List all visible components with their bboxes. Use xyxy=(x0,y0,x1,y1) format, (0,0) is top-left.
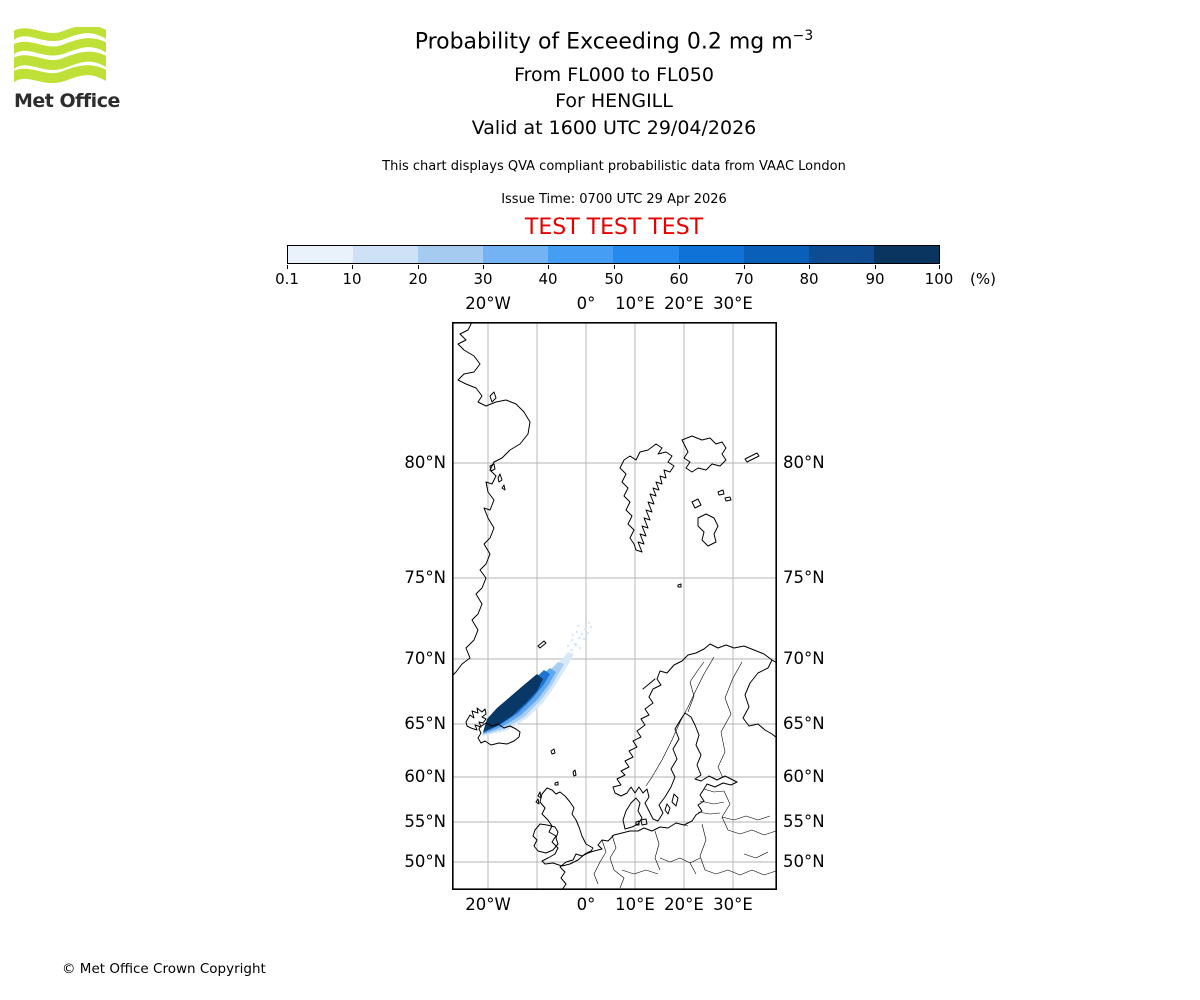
subtitle-flight-levels: From FL000 to FL050 xyxy=(514,64,714,86)
coast-great-britain xyxy=(540,788,593,866)
lon-label-top: 20°E xyxy=(664,294,704,313)
subtitle-volcano: For HENGILL xyxy=(555,90,673,112)
coast-edgeoya xyxy=(698,514,718,546)
coast-gotland xyxy=(665,794,678,814)
coast-spitsbergen xyxy=(620,444,674,552)
coastlines xyxy=(452,322,777,890)
lon-label-bottom: 20°E xyxy=(664,895,704,914)
colorbar-segment xyxy=(613,246,678,263)
lon-label-top: 0° xyxy=(576,294,596,313)
lat-label-right: 80°N xyxy=(783,453,825,472)
colorbar-segment xyxy=(679,246,744,263)
map-panel xyxy=(452,322,777,890)
copyright-notice: © Met Office Crown Copyright xyxy=(62,961,266,977)
colorbar-segment xyxy=(288,246,353,263)
title-text: Probability of Exceeding 0.2 mg m xyxy=(414,29,793,55)
lat-label-right: 70°N xyxy=(783,649,825,668)
lat-label-right: 65°N xyxy=(783,714,825,733)
coast-bear-island xyxy=(678,584,681,587)
lon-label-top: 30°E xyxy=(713,294,753,313)
lat-label-right: 50°N xyxy=(783,852,825,871)
colorbar-segment xyxy=(548,246,613,263)
colorbar-segment xyxy=(809,246,874,263)
colorbar-segment xyxy=(353,246,418,263)
lat-label-left: 60°N xyxy=(404,767,446,786)
lon-label-bottom: 20°W xyxy=(465,895,511,914)
lon-label-bottom: 30°E xyxy=(713,895,753,914)
lat-label-left: 55°N xyxy=(404,812,446,831)
lon-label-bottom: 0° xyxy=(576,895,596,914)
title-superscript: −3 xyxy=(792,28,814,44)
data-source-note: This chart displays QVA compliant probabilistic data from VAAC London xyxy=(382,159,846,174)
coast-greenland-islets xyxy=(490,392,505,490)
lon-label-bottom: 10°E xyxy=(615,895,655,914)
lat-label-right: 55°N xyxy=(783,812,825,831)
map-svg xyxy=(452,322,777,890)
met-office-logo xyxy=(14,27,106,83)
colorbar-unit-label: (%) xyxy=(970,270,996,288)
lat-label-right: 60°N xyxy=(783,767,825,786)
country-borders xyxy=(594,657,776,888)
lat-label-left: 50°N xyxy=(404,852,446,871)
coast-greenland xyxy=(452,322,530,676)
colorbar-segment xyxy=(483,246,548,263)
lon-label-top: 10°E xyxy=(615,294,655,313)
graticule xyxy=(452,322,777,890)
lat-label-left: 75°N xyxy=(404,568,446,587)
coast-iceland-westfjords xyxy=(466,708,486,730)
test-banner: TEST TEST TEST xyxy=(524,215,704,240)
colorbar-segment xyxy=(874,246,939,263)
colorbar xyxy=(287,245,940,264)
coast-lofoten xyxy=(643,679,655,689)
colorbar-segment xyxy=(418,246,483,263)
logo-waves-icon xyxy=(14,27,106,83)
coast-svalbard-islets xyxy=(692,453,759,508)
coast-jan-mayen xyxy=(538,641,546,648)
lat-label-left: 70°N xyxy=(404,649,446,668)
coast-nordaustlandet xyxy=(682,436,726,472)
lat-label-left: 65°N xyxy=(404,714,446,733)
map-frame xyxy=(453,323,776,889)
logo-wordmark: Met Office xyxy=(14,90,120,112)
colorbar-segment xyxy=(744,246,809,263)
lat-label-left: 80°N xyxy=(404,453,446,472)
lon-label-top: 20°W xyxy=(465,294,511,313)
lat-label-right: 75°N xyxy=(783,568,825,587)
colorbar-axis: 0.1 10 20 30 40 50 60 70 80 90 100 xyxy=(287,264,947,296)
issue-time: Issue Time: 0700 UTC 29 Apr 2026 xyxy=(501,192,727,207)
subtitle-valid-time: Valid at 1600 UTC 29/04/2026 xyxy=(471,117,757,139)
page-title xyxy=(314,28,914,54)
